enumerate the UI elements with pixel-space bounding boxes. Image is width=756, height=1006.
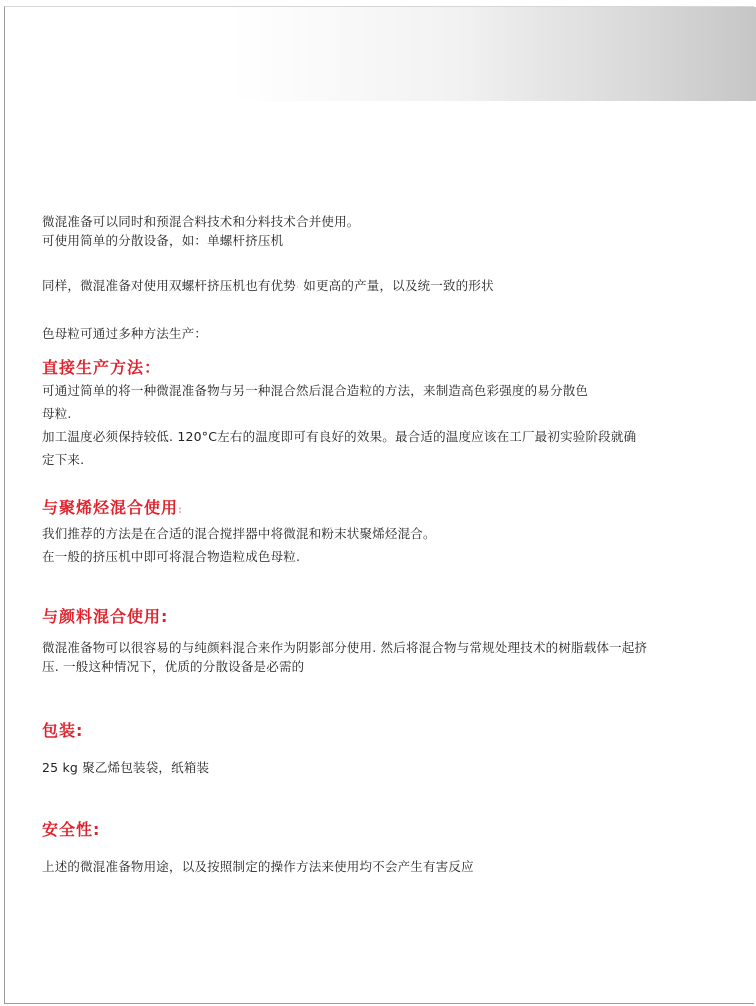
twin-screw-paragraph (42, 276, 722, 298)
pigment-line-2: 压. 一般这种情况下，优质的分散设备是必需的 (42, 659, 305, 674)
packaging-text: 25 kg 聚乙烯包装袋，纸箱装 (42, 760, 210, 775)
direct-line-1: 可通过简单的将一种微混准备物与另一种混合然后混合造粒的方法，来制造高色彩强度的易分散色 (42, 383, 589, 398)
pigment-heading: 与颜料混合使用: (42, 607, 169, 626)
polyolefin-line-1: 我们推荐的方法是在合适的混合搅拌器中将微混和粉末状聚烯烃混合。 (42, 526, 436, 541)
direct-method-heading: 直接生产方法： (42, 358, 162, 377)
direct-line-2: 母粒. (42, 406, 72, 421)
polyolefin-heading (42, 497, 722, 522)
twin-screw-text-rest: 如更高的产量，以及统一致的形状 (303, 278, 494, 293)
polyolefin-heading-text: 与聚烯烃混合使用 (42, 498, 179, 517)
safety-heading: 安全性: (42, 820, 101, 839)
header-gradient-band (5, 7, 756, 101)
direct-method-paragraph (42, 379, 722, 471)
packaging-heading: 包装: (42, 721, 84, 740)
pigment-paragraph (42, 638, 722, 676)
polyolefin-heading-mark: : (178, 505, 184, 516)
direct-line-3: 加工温度必须保持较低. 120°C左右的温度即可有良好的效果。最合适的温度应该在工厂最初实验阶段就确 (42, 429, 637, 444)
twin-screw-separator: · (296, 283, 300, 293)
intro-line-1: 微混准备可以同时和预混合料技术和分料技术合并使用。 (42, 214, 360, 229)
pigment-line-1: 微混准备物可以很容易的与纯颜料混合来作为阴影部分使用. 然后将混合物与常规处理技术的树脂载体一起挤 (42, 640, 648, 655)
intro-paragraph (42, 212, 722, 250)
direct-line-4: 定下来. (42, 452, 85, 467)
intro-line-2: 可使用简单的分散设备，如：单螺杆挤压机 (42, 233, 284, 248)
document-body (42, 212, 722, 876)
methods-intro: 色母粒可通过多种方法生产： (42, 326, 208, 341)
polyolefin-paragraph (42, 522, 722, 568)
twin-screw-text-main: 同样，微混准备对使用双螺杆挤压机也有优势 (42, 278, 297, 293)
polyolefin-line-2: 在一般的挤压机中即可将混合物造粒成色母粒. (42, 549, 301, 564)
safety-text: 上述的微混准备物用途，以及按照制定的操作方法来使用均不会产生有害反应 (42, 859, 474, 874)
